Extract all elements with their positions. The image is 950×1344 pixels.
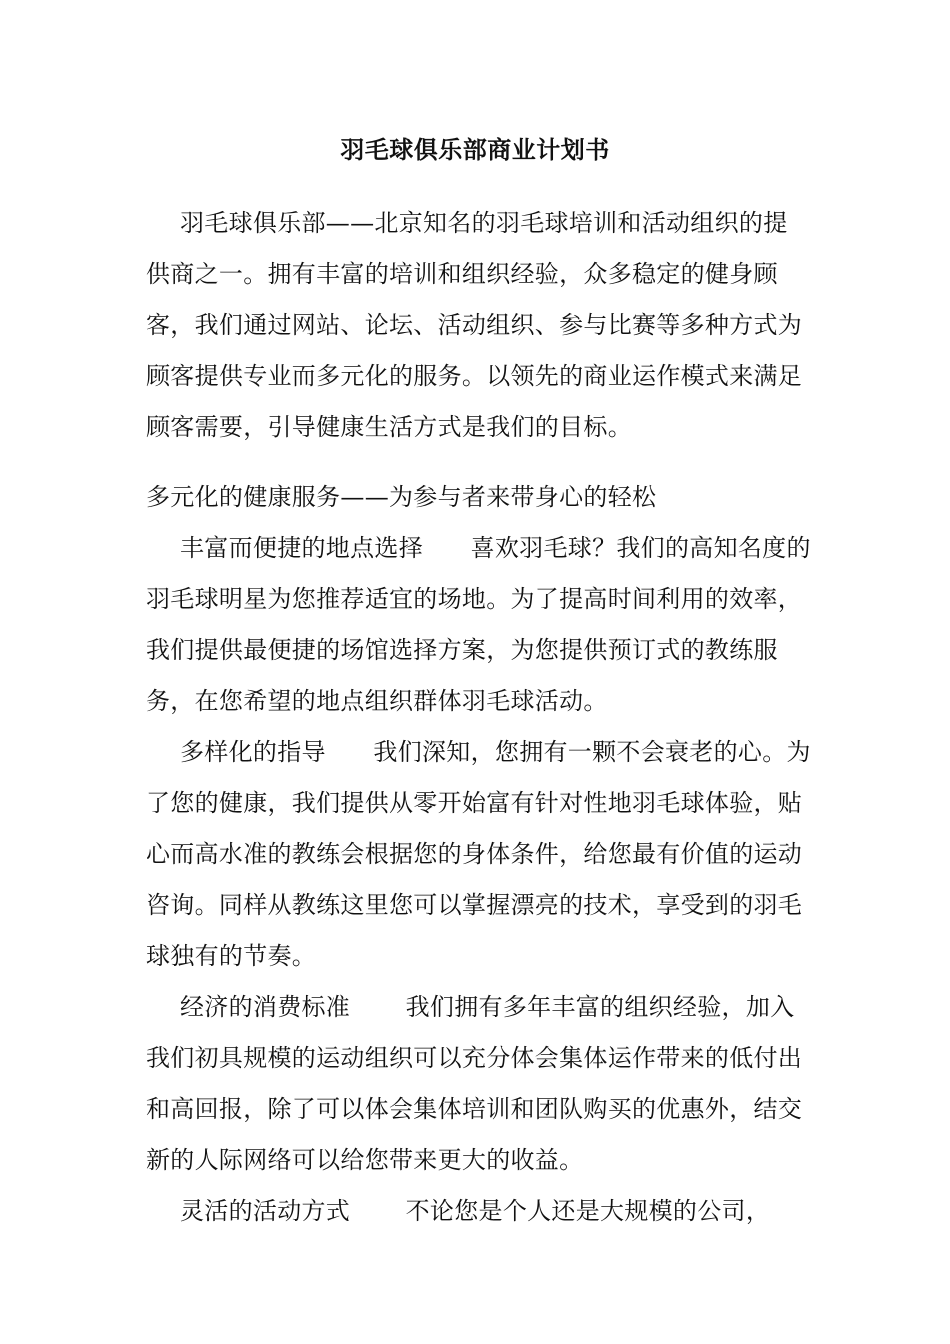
item-text: 我们拥有多年丰富的组织经验，加入我们初具规模的运动组织可以充分体会集体运作带来的低付出和高回报，除了可以体会集体培训和团队购买的优惠外，结交新的人际网络可以给您带来更大的收益。 [146,993,803,1174]
item-text: 喜欢羽毛球？我们的高知名度的羽毛球明星为您推荐适宜的场地。为了提高时间利用的效率，我们提供最便捷的场馆选择方案，为您提供预订式的教练服务，在您希望的地点组织群体羽毛球活动。 [146,534,811,715]
item-heading: 经济的消费标准 [180,993,351,1021]
service-item-location [146,523,811,727]
section-heading: 多元化的健康服务——为参与者来带身心的轻松 [146,483,657,511]
intro-paragraph: 羽毛球俱乐部——北京知名的羽毛球培训和活动组织的提供商之一。拥有丰富的培训和组织经验，众多稳定的健身顾客，我们通过网站、论坛、活动组织、参与比赛等多种方式为顾客提供专业而多元化的服务。以领先的商业运作模式来满足顾客需要，引导健康生活方式是我们的目标。 [146,209,803,441]
item-text: 不论您是个人还是大规模的公司， [405,1197,771,1225]
intro-block [146,198,811,453]
item-heading: 多样化的指导 [180,738,326,766]
services-section [146,472,811,1237]
item-heading: 丰富而便捷的地点选择 [180,534,423,562]
document-title: 羽毛球俱乐部商业计划书 [340,135,610,164]
item-heading: 灵活的活动方式 [180,1197,351,1225]
service-item-guidance [146,727,811,982]
service-item-flexible [146,1186,811,1237]
service-item-pricing [146,982,811,1186]
item-text: 我们深知，您拥有一颗不会衰老的心。为了您的健康，我们提供从零开始富有针对性地羽毛球体验，贴心而高水准的教练会根据您的身体条件，给您最有价值的运动咨询。同样从教练这里您可以掌握漂亮的技术，享受到的羽毛球独有的节奏。 [146,738,811,970]
